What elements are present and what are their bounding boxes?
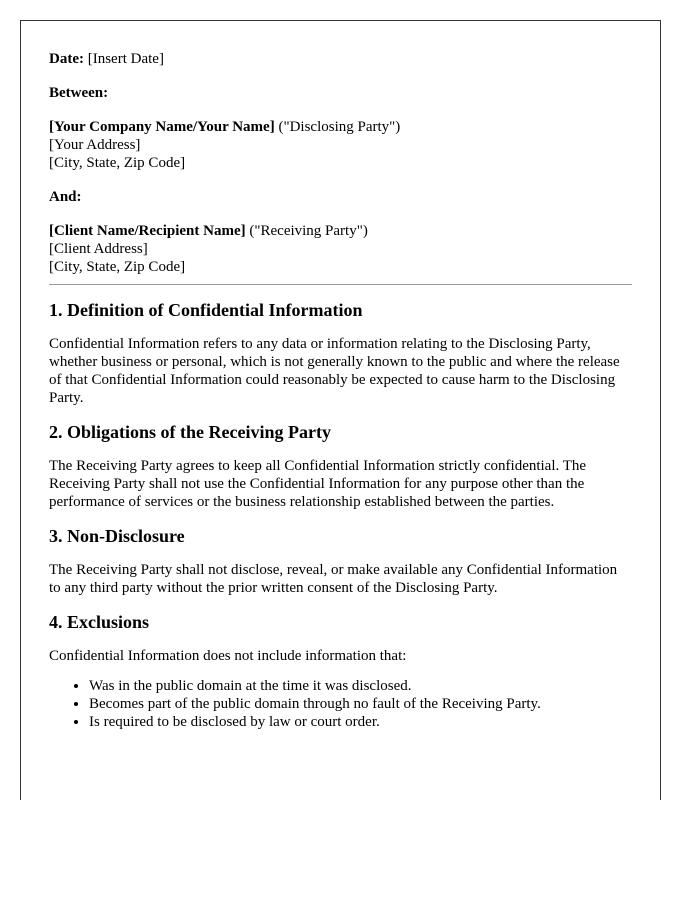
- section-body: The Receiving Party shall not disclose, reveal, or make available any Confidential Information to any third party without the prior written consent of the Disclosing Party.: [49, 562, 618, 596]
- section-obligations: [49, 421, 632, 511]
- section-definition: [49, 299, 632, 407]
- and-heading: [49, 188, 632, 206]
- disclosing-party-block: [49, 118, 632, 172]
- and-label: And:: [49, 189, 82, 205]
- between-heading: [49, 84, 632, 102]
- date-label: Date:: [49, 51, 84, 67]
- section-title: 1. Definition of Confidential Information: [49, 300, 363, 320]
- section-body: Confidential Information refers to any data or information relating to the Disclosing Party, whether business or personal, which is not generally known to the public and where the release of that Confidential Information could reasonably be expected to cause harm to the Disclosing Party.: [49, 336, 620, 406]
- receiving-party-block: [49, 222, 632, 276]
- receiving-party-name: [Client Name/Recipient Name]: [49, 223, 246, 239]
- date-line: [49, 50, 632, 68]
- section-non-disclosure: [49, 525, 632, 597]
- date-value: [Insert Date]: [87, 51, 164, 67]
- exclusions-list: [49, 677, 632, 731]
- section-title: 3. Non-Disclosure: [49, 526, 185, 546]
- section-body: The Receiving Party agrees to keep all Confidential Information strictly confidential. The Receiving Party shall not use the Confidential Information for any purpose other than the performance of services or the business relationship established between the parties.: [49, 458, 587, 510]
- between-label: Between:: [49, 85, 109, 101]
- document-page: [20, 20, 661, 800]
- disclosing-party-role: ("Disclosing Party"): [278, 119, 401, 135]
- list-item: • Is required to be disclosed by law or court order.: [89, 713, 632, 731]
- section-divider: [49, 284, 632, 285]
- receiving-party-city: [City, State, Zip Code]: [49, 259, 186, 275]
- section-title: 2. Obligations of the Receiving Party: [49, 422, 331, 442]
- disclosing-party-name: [Your Company Name/Your Name]: [49, 119, 275, 135]
- list-item: • Was in the public domain at the time it was disclosed.: [89, 677, 632, 695]
- receiving-party-role: ("Receiving Party"): [249, 223, 368, 239]
- list-item: • Becomes part of the public domain through no fault of the Receiving Party.: [89, 695, 632, 713]
- section-body: Confidential Information does not include information that:: [49, 648, 407, 664]
- section-exclusions: [49, 611, 632, 731]
- section-title: 4. Exclusions: [49, 612, 150, 632]
- receiving-party-address: [Client Address]: [49, 241, 148, 257]
- disclosing-party-address: [Your Address]: [49, 137, 141, 153]
- disclosing-party-city: [City, State, Zip Code]: [49, 155, 186, 171]
